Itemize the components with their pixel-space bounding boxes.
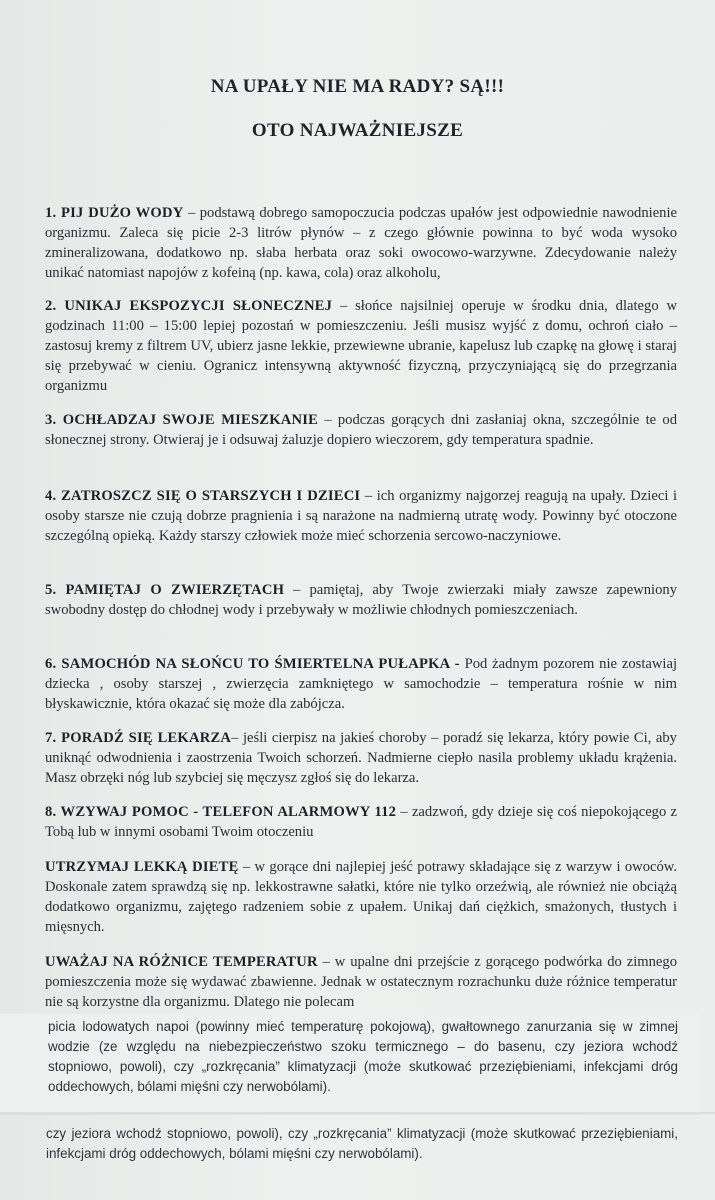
section-heading: 4. ZATROSZCZ SIĘ O STARSZYCH I DZIECI bbox=[45, 488, 361, 504]
section-car-trap bbox=[45, 654, 677, 714]
section-text: – ich organizmy najgorzej reagują na upały. Dzieci i osoby starsze nie czują dobrze pragnienia i są narażone na nadmierną utratę wody. Powinny być otoczone szczególną opieką. Każdy starszy człowiek może mieć schorzenia sercowo-naczyniowe. bbox=[45, 488, 677, 544]
title-line-1: NA UPAŁY NIE MA RADY? SĄ!!! bbox=[210, 76, 505, 97]
section-light-diet bbox=[45, 857, 677, 937]
section-care-elderly-children bbox=[45, 486, 677, 546]
section-temperature-differences bbox=[45, 952, 677, 1012]
section-avoid-sun bbox=[45, 296, 677, 396]
section-heading: 7. PORADŹ SIĘ LEKARZA bbox=[45, 730, 232, 746]
section-text: – jeśli cierpisz na jakieś choroby – poradź się lekarza, który powie Ci, aby uniknąć odwodnienia i zaostrzenia Twoich schorzeń. Nadmierne ciepło nasila problemy układu krążenia. Masz obrzęki nóg lub szybciej się męczysz zgłoś się do lekarza. bbox=[45, 730, 677, 786]
section-heading: UTRZYMAJ LEKKĄ DIETĘ bbox=[45, 859, 239, 875]
section-heading: 5. PAMIĘTAJ O ZWIERZĘTACH bbox=[45, 582, 285, 598]
section-heading: 1. PIJ DUŻO WODY bbox=[45, 205, 184, 221]
section-animals bbox=[45, 580, 677, 620]
section-drink-water bbox=[45, 203, 677, 283]
section-text: – podstawą dobrego samopoczucia podczas upałów jest odpowiednie nawodnienie organizmu. Zaleca się picie 2-3 litrów płynów – z czego głównie powinna to być woda wysoko zmineralizowana, dodatkowo np. słaba herbata oraz soki owocowo-warzywne. Zdecydowanie należy unikać natomiast napojów z kofeiną (np. kawa, cola) oraz alkoholu, bbox=[45, 205, 677, 281]
section-text: – pamiętaj, aby Twoje zwierzaki miały zawsze zapewniony swobodny dostęp do chłodnej wody i przebywały w możliwie chłodnych pomieszczeniach. bbox=[45, 582, 677, 618]
section-text: – zadzwoń, gdy dzieje się coś niepokojącego z Tobą lub w innymi osobami Twoim otoczeniu bbox=[45, 804, 677, 840]
paper-fold-line bbox=[0, 1112, 715, 1114]
section-heading: 8. WZYWAJ POMOC - TELEFON ALARMOWY 112 bbox=[45, 804, 397, 820]
section-text: – w upalne dni przejście z gorącego podwórka do zimnego pomieszczenia może się wydawać zbawienne. Jednak w ostatecznym rozrachunku duże różnice temperatur nie są korzystne dla organizmu. Dlatego nie polecam bbox=[45, 954, 677, 1010]
section-text: – podczas gorących dni zasłaniaj okna, szczególnie te od słonecznej strony. Otwieraj je i odsuwaj żaluzje dopiero wieczorem, gdy temperatura spadnie. bbox=[45, 412, 677, 448]
pasted-text: picia lodowatych napoi (powinny mieć temperaturę pokojową), gwałtownego zanurzania się w zimnej wodzie (ze względu na niebezpieczeństwo szoku termicznego – do basenu, czy jeziora wchodź stopniowo, powoli), czy „rozkręcania” klimatyzacji (może skutkować przeziębieniami, infekcjami dróg oddechowych, bólami mięśni czy nerwobólami). bbox=[48, 1019, 678, 1094]
bottom-text: czy jeziora wchodź stopniowo, powoli), czy „rozkręcania” klimatyzacji (może skutkować przeziębieniami, infekcjami dróg oddechowych, bólami mięśni czy nerwobólami). bbox=[46, 1126, 678, 1161]
title-line-2: OTO NAJWAŻNIEJSZE bbox=[251, 120, 464, 141]
section-heading: 6. SAMOCHÓD NA SŁOŃCU TO ŚMIERTELNA PUŁAPKA - bbox=[45, 656, 460, 672]
section-heading: 2. UNIKAJ EKSPOZYCJI SŁONECZNEJ bbox=[45, 298, 333, 314]
section-text: Pod żadnym pozorem nie zostawiaj dziecka , osoby starszej , zwierzęcia zamkniętego w samochodzie – temperatura rośnie w nim błyskawicznie, która okazać się może dla zabójcza. bbox=[45, 656, 677, 712]
section-heading: 3. OCHŁADZAJ SWOJE MIESZKANIE bbox=[45, 412, 319, 428]
section-doctor bbox=[45, 728, 677, 788]
section-emergency-call bbox=[45, 802, 677, 842]
section-heading: UWAŻAJ NA RÓŻNICE TEMPERATUR bbox=[45, 954, 318, 970]
section-text: – słońce najsilniej operuje w środku dnia, dlatego w godzinach 11:00 – 15:00 lepiej pozostań w pomieszczeniu. Jeśli musisz wyjść z domu, ochroń ciało – zastosuj kremy z filtrem UV, ubierz jasne lekkie, przewiewne ubranie, kapelusz lub czapkę na głowę i staraj się przebywać w cieniu. Ogranicz intensywną aktywność fizyczną, przyczyniającą się do przegrzania organizmu bbox=[45, 298, 677, 394]
section-text: – w gorące dni najlepiej jeść potrawy składające się z warzyw i owoców. Doskonale zatem sprawdzą się np. lekkostrawne sałatki, które nie tylko orzeźwią, ale również nie obciążą dodatkowo organizmu, zajętego radzeniem sobie z upałem. Unikaj dań ciężkich, smażonych, tłustych i mięsnych. bbox=[45, 859, 678, 935]
section-cool-home bbox=[45, 410, 677, 450]
